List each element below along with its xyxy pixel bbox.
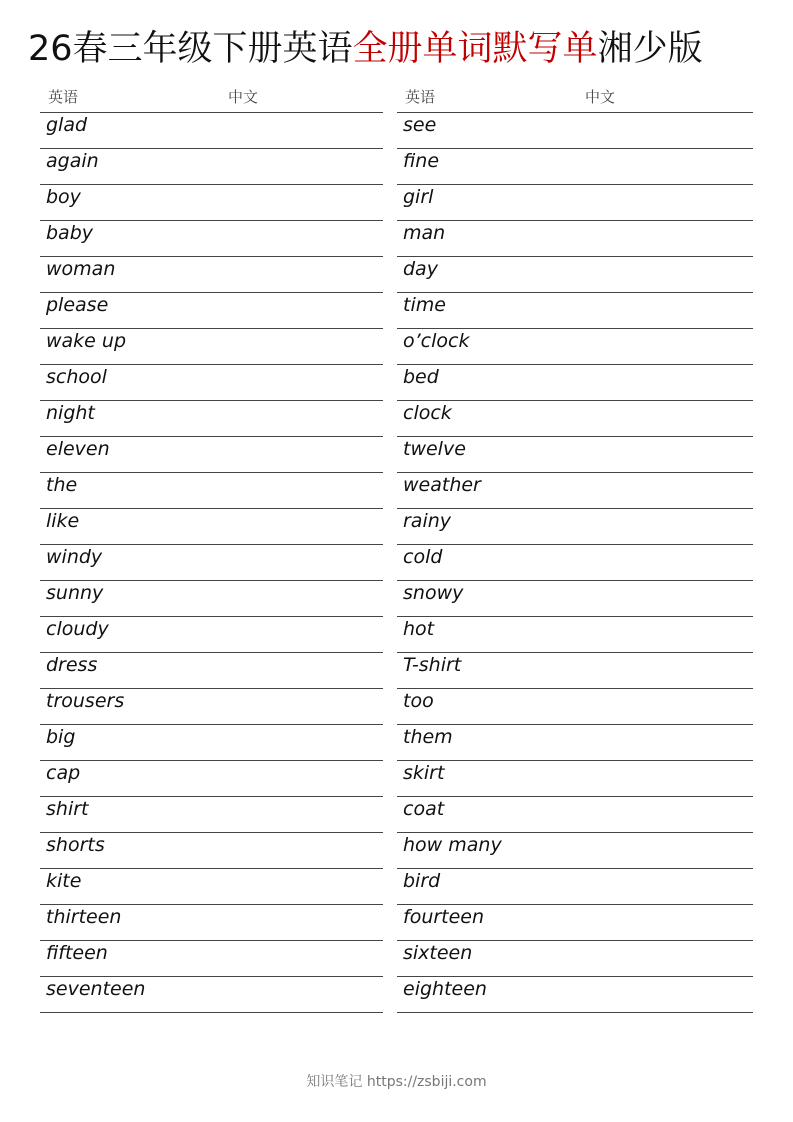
word-row bbox=[40, 509, 383, 545]
english-word: please bbox=[46, 294, 109, 316]
english-word: eighteen bbox=[403, 978, 487, 1000]
word-row bbox=[40, 401, 383, 437]
english-word: dress bbox=[46, 654, 98, 676]
english-word: rainy bbox=[403, 510, 452, 532]
word-row bbox=[40, 761, 383, 797]
footer-source: 知识笔记 https://zsbiji.com bbox=[306, 1074, 487, 1090]
word-row bbox=[40, 941, 383, 977]
english-word: the bbox=[46, 474, 78, 496]
word-row bbox=[397, 653, 753, 689]
word-row bbox=[397, 941, 753, 977]
english-word: glad bbox=[46, 114, 88, 136]
word-row bbox=[397, 761, 753, 797]
english-word: eleven bbox=[46, 438, 110, 460]
word-table-right bbox=[397, 80, 753, 1013]
word-row bbox=[397, 113, 753, 149]
english-word: cold bbox=[403, 546, 443, 568]
table-header-right bbox=[397, 80, 753, 113]
english-word: twelve bbox=[403, 438, 466, 460]
english-word: trousers bbox=[46, 690, 125, 712]
word-table-left bbox=[40, 80, 383, 1013]
english-word: too bbox=[403, 690, 434, 712]
word-rows-left bbox=[40, 113, 383, 1013]
word-row bbox=[397, 329, 753, 365]
word-row bbox=[40, 545, 383, 581]
english-word: big bbox=[46, 726, 76, 748]
word-row bbox=[397, 689, 753, 725]
english-word: weather bbox=[403, 474, 481, 496]
word-row bbox=[397, 905, 753, 941]
word-row bbox=[397, 833, 753, 869]
word-row bbox=[397, 221, 753, 257]
word-row bbox=[397, 509, 753, 545]
english-word: time bbox=[403, 294, 446, 316]
word-row bbox=[40, 257, 383, 293]
english-word: thirteen bbox=[46, 906, 122, 928]
english-word: cloudy bbox=[46, 618, 109, 640]
english-word: o’clock bbox=[403, 330, 470, 352]
header-chinese: 中文 bbox=[228, 88, 259, 106]
word-row bbox=[40, 905, 383, 941]
header-english: 英语 bbox=[405, 88, 436, 106]
word-row bbox=[397, 257, 753, 293]
word-row bbox=[397, 185, 753, 221]
word-row bbox=[397, 293, 753, 329]
english-word: cap bbox=[46, 762, 81, 784]
english-word: boy bbox=[46, 186, 81, 208]
word-row bbox=[397, 725, 753, 761]
english-word: skirt bbox=[403, 762, 445, 784]
english-word: day bbox=[403, 258, 438, 280]
word-row bbox=[40, 113, 383, 149]
word-row bbox=[40, 653, 383, 689]
word-row bbox=[40, 797, 383, 833]
english-word: baby bbox=[46, 222, 94, 244]
english-word: again bbox=[46, 150, 99, 172]
english-word: coat bbox=[403, 798, 445, 820]
title-suffix: 湘少版 bbox=[597, 29, 703, 69]
word-row bbox=[40, 617, 383, 653]
word-row bbox=[40, 977, 383, 1013]
english-word: snowy bbox=[403, 582, 464, 604]
word-row bbox=[397, 365, 753, 401]
english-word: bird bbox=[403, 870, 441, 892]
english-word: wake up bbox=[46, 330, 127, 352]
word-row bbox=[397, 473, 753, 509]
english-word: man bbox=[403, 222, 446, 244]
word-row bbox=[397, 149, 753, 185]
page-title bbox=[28, 22, 703, 76]
english-word: see bbox=[403, 114, 437, 136]
word-row bbox=[40, 473, 383, 509]
word-row bbox=[40, 581, 383, 617]
english-word: clock bbox=[403, 402, 452, 424]
word-row bbox=[397, 617, 753, 653]
word-row bbox=[40, 833, 383, 869]
word-row bbox=[397, 437, 753, 473]
word-row bbox=[397, 581, 753, 617]
word-row bbox=[397, 797, 753, 833]
english-word: how many bbox=[403, 834, 502, 856]
title-highlight: 全册单词默写单 bbox=[352, 29, 598, 69]
word-row bbox=[40, 329, 383, 365]
title-prefix: 26春三年级下册英语 bbox=[28, 29, 353, 69]
word-row bbox=[397, 401, 753, 437]
english-word: fifteen bbox=[46, 942, 108, 964]
english-word: woman bbox=[46, 258, 116, 280]
word-row bbox=[40, 689, 383, 725]
word-row bbox=[40, 725, 383, 761]
english-word: girl bbox=[403, 186, 434, 208]
english-word: shirt bbox=[46, 798, 89, 820]
english-word: bed bbox=[403, 366, 439, 388]
word-row bbox=[40, 365, 383, 401]
word-row bbox=[40, 869, 383, 905]
word-rows-right bbox=[397, 113, 753, 1013]
table-header-left bbox=[40, 80, 383, 113]
word-row bbox=[40, 185, 383, 221]
english-word: sixteen bbox=[403, 942, 473, 964]
english-word: fourteen bbox=[403, 906, 485, 928]
word-row bbox=[40, 149, 383, 185]
word-row bbox=[397, 977, 753, 1013]
header-chinese: 中文 bbox=[585, 88, 616, 106]
english-word: hot bbox=[403, 618, 435, 640]
english-word: windy bbox=[46, 546, 103, 568]
english-word: seventeen bbox=[46, 978, 146, 1000]
word-row bbox=[40, 221, 383, 257]
english-word: them bbox=[403, 726, 453, 748]
english-word: school bbox=[46, 366, 107, 388]
english-word: T-shirt bbox=[403, 654, 462, 676]
english-word: shorts bbox=[46, 834, 105, 856]
word-row bbox=[397, 869, 753, 905]
english-word: fine bbox=[403, 150, 440, 172]
header-english: 英语 bbox=[48, 88, 79, 106]
english-word: like bbox=[46, 510, 80, 532]
word-row bbox=[40, 293, 383, 329]
english-word: night bbox=[46, 402, 95, 424]
english-word: sunny bbox=[46, 582, 104, 604]
english-word: kite bbox=[46, 870, 82, 892]
word-row bbox=[397, 545, 753, 581]
word-row bbox=[40, 437, 383, 473]
